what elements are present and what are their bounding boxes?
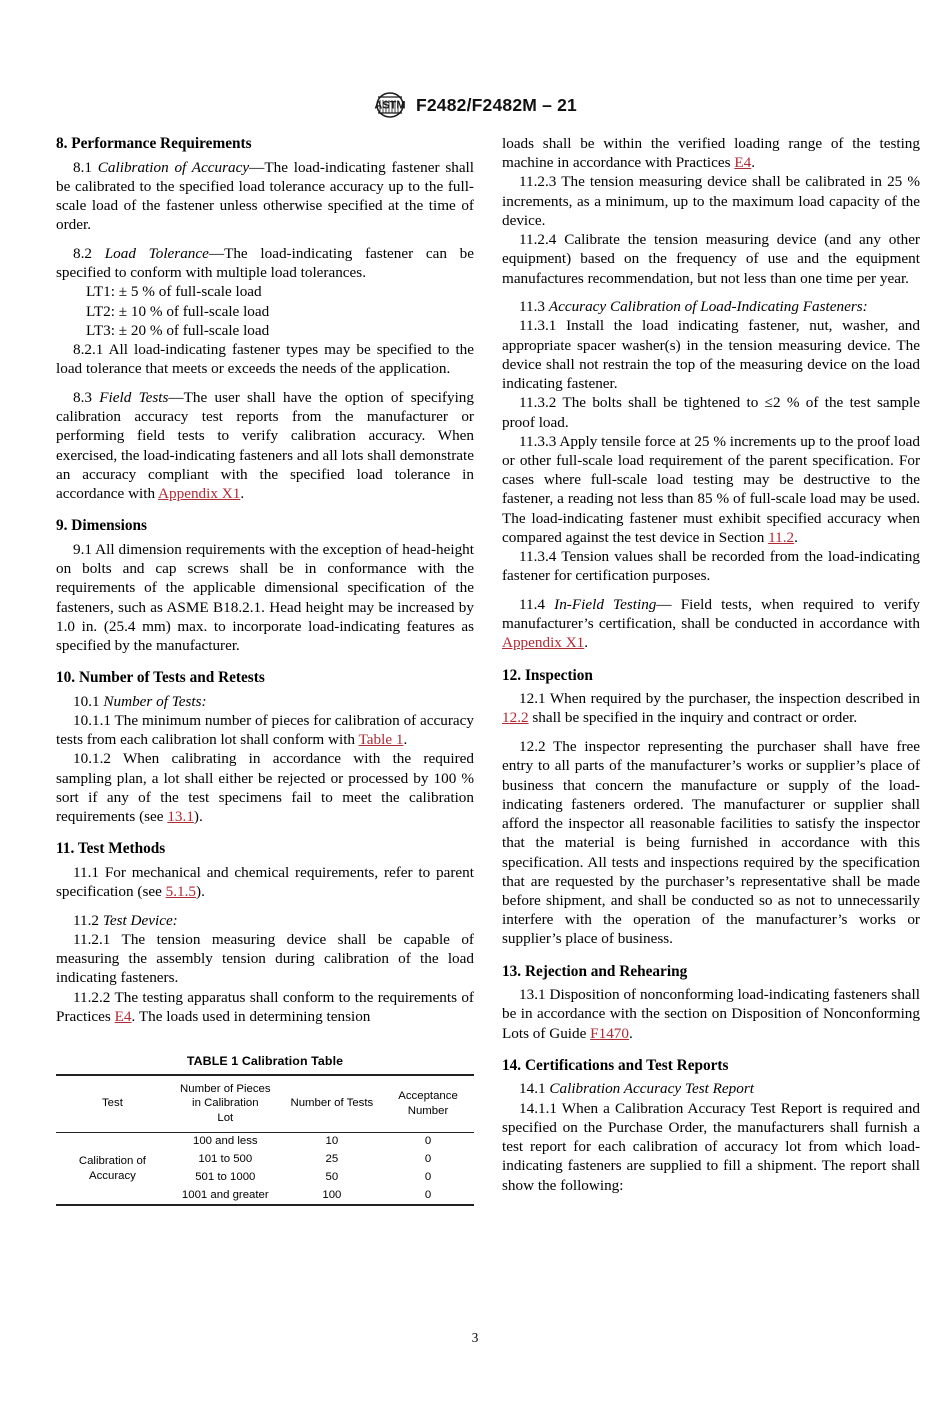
table-1-calibration xyxy=(56,1074,474,1206)
table-cell-acceptance: 0 xyxy=(424,1188,432,1201)
table-cell-acceptance: 0 xyxy=(424,1171,432,1184)
table-cell-pieces: 501 to 1000 xyxy=(195,1171,256,1184)
paragraph-11-2-2-cont-text-b: . xyxy=(751,154,756,172)
column-header-pieces-line3: Lot xyxy=(217,1111,234,1124)
paragraph-12-1-text-b: shall be specified in the inquiry and contract or order. xyxy=(528,709,858,727)
load-tolerance-lt2: LT2: ± 10 % of full-scale load xyxy=(86,302,270,320)
link-practices-e4[interactable]: E4 xyxy=(734,154,752,172)
link-section-13-1[interactable]: 13.1 xyxy=(167,808,194,826)
paragraph-10-1-number: 10.1 xyxy=(73,692,100,710)
paragraph-10-1-2-text-b: ). xyxy=(193,808,203,826)
paragraph-12-1 xyxy=(502,689,920,727)
table-row xyxy=(56,1132,474,1150)
paragraph-13-1-text-b: . xyxy=(629,1024,633,1042)
link-practices-e4[interactable]: E4 xyxy=(114,1007,132,1025)
right-column xyxy=(502,134,920,1195)
paragraph-11-3-2: 11.3.2 The bolts shall be tightened to ≤2 % of the test sample proof load. xyxy=(502,394,920,431)
svg-text:ASTM: ASTM xyxy=(374,99,406,112)
link-appendix-x1[interactable]: Appendix X1 xyxy=(502,634,585,652)
table-cell-pieces: 101 to 500 xyxy=(198,1153,253,1166)
paragraph-12-1-text-a: 12.1 When required by the purchaser, the inspection described in xyxy=(519,690,920,708)
column-header-test: Test xyxy=(101,1097,123,1110)
paragraph-11-2-title: Test Device: xyxy=(102,911,178,929)
paragraph-14-1 xyxy=(502,1079,920,1098)
paragraph-10-1-title: Number of Tests: xyxy=(103,692,207,710)
paragraph-9-1: 9.1 All dimension requirements with the exception of head-height on bolts and cap screws shall be in conformance with the requirements of the applicable dimensional specification of the fasteners, such as ASME B18.2.1. Head height may be increased by 1.0 in. (25.4 mm) max. to incorporate load-indicating features as specified by the manufacturer. xyxy=(56,540,474,654)
page-number: 3 xyxy=(471,1330,479,1345)
table-cell-pieces: 100 and less xyxy=(192,1135,258,1148)
paragraph-11-2-2-cont-text-a: loads shall be within the verified loading range of the testing machine in accordance with Practices xyxy=(502,135,920,172)
heading-section-13: 13. Rejection and Rehearing xyxy=(502,962,688,980)
paragraph-13-1-text-a: 13.1 Disposition of nonconforming load-indicating fasteners shall be in accordance with the section on Disposition of Nonconforming Lots of Guide xyxy=(502,986,920,1042)
paragraph-11-3-3 xyxy=(502,432,920,547)
heading-section-11: 11. Test Methods xyxy=(56,840,166,858)
heading-section-8: 8. Performance Requirements xyxy=(56,135,252,152)
paragraph-11-3 xyxy=(502,297,920,316)
test-label-line1: Calibration of xyxy=(78,1154,146,1167)
paragraph-11-1 xyxy=(56,863,474,901)
paragraph-11-2-2 xyxy=(56,988,474,1026)
paragraph-8-2-1: 8.2.1 All load-indicating fastener types may be specified to the load tolerance that meets or exceeds the needs of the application. xyxy=(56,341,474,378)
paragraph-11-4-text-a: — Field tests, when required to verify manufacturer’s certification, shall be conducted in accordance with xyxy=(502,596,920,633)
paragraph-11-2-1: 11.2.1 The tension measuring device shall be capable of measuring the assembly tension during calibration of the load indicating fasteners. xyxy=(56,931,474,987)
paragraph-11-3-number: 11.3 xyxy=(519,298,546,316)
paragraph-11-4-text-b: . xyxy=(584,634,589,652)
paragraph-8-2-number: 8.2 xyxy=(73,244,92,262)
paragraph-8-1-number: 8.1 xyxy=(73,158,92,176)
paragraph-11-2-4: 11.2.4 Calibrate the tension measuring device (and any other equipment) based on the frequency of use and the equipment manufactures recommendation, but not less than one time per year. xyxy=(502,231,920,287)
paragraph-8-1-text: —The load-indicating fastener shall be calibrated to the specified load tolerance accuracy up to the full-scale load of the fastener unless otherwise specified at the time of order. xyxy=(56,158,475,234)
paragraph-10-1 xyxy=(56,692,474,711)
table-cell-pieces: 1001 and greater xyxy=(181,1188,269,1201)
paragraph-8-1-title: Calibration of Accuracy xyxy=(97,158,250,176)
paragraph-11-4-title: In-Field Testing xyxy=(554,596,657,614)
heading-section-9: 9. Dimensions xyxy=(56,517,147,535)
standard-designation: F2482/F2482M – 21 xyxy=(415,94,577,115)
paragraph-11-3-1: 11.3.1 Install the load indicating fastener, nut, washer, and appropriate spacer washer(s) in the tension measuring device. The device shall not restrain the top of the measuring device on the load indicating fastener. xyxy=(502,317,920,393)
paragraph-11-2-2-continued xyxy=(502,134,920,172)
paragraph-10-1-1 xyxy=(56,711,474,749)
paragraph-10-1-2 xyxy=(56,749,474,826)
table-cell-test-label xyxy=(56,1132,169,1205)
table-cell-acceptance: 0 xyxy=(424,1153,432,1166)
table-cell-acceptance: 0 xyxy=(424,1135,432,1148)
heading-section-14: 14. Certifications and Test Reports xyxy=(502,1056,729,1074)
paragraph-11-2-2-text-a: 11.2.2 The testing apparatus shall conform to the requirements of Practices xyxy=(56,988,474,1025)
column-header-pieces-line1: Number of Pieces xyxy=(180,1083,271,1096)
heading-section-12: 12. Inspection xyxy=(502,666,593,684)
paragraph-14-1-1: 14.1.1 When a Calibration Accuracy Test Report is required and specified on the Purchase Order, the manufacturers shall furnish a test report for each calibration of accuracy lot from which load-indicating fasteners are supplied to fill a shipment. The report shall show the following: xyxy=(502,1099,920,1194)
table-cell-tests: 50 xyxy=(325,1171,339,1184)
table-cell-tests: 10 xyxy=(325,1135,339,1148)
paragraph-11-4 xyxy=(502,595,920,653)
paragraph-11-3-3-text-b: . xyxy=(794,528,798,546)
page-footer xyxy=(0,1330,950,1346)
paragraph-8-1 xyxy=(56,158,474,235)
link-section-5-1-5[interactable]: 5.1.5 xyxy=(165,883,197,901)
table-1-block xyxy=(56,1054,474,1206)
paragraph-14-1-title: Calibration Accuracy Test Report xyxy=(549,1080,754,1098)
load-tolerance-lt3: LT3: ± 20 % of full-scale load xyxy=(86,321,270,339)
paragraph-8-3-title: Field Tests xyxy=(99,388,169,406)
link-section-12-2[interactable]: 12.2 xyxy=(502,709,529,727)
paragraph-8-2-title: Load Tolerance xyxy=(104,244,209,262)
page-header xyxy=(0,82,950,128)
load-tolerance-lt1: LT1: ± 5 % of full-scale load xyxy=(86,283,262,301)
paragraph-8-3 xyxy=(56,388,474,503)
link-appendix-x1[interactable]: Appendix X1 xyxy=(158,485,241,503)
paragraph-10-1-1-text-b: . xyxy=(403,731,408,749)
astm-logo xyxy=(373,90,407,120)
table-cell-tests: 100 xyxy=(322,1188,342,1201)
paragraph-11-3-title: Accuracy Calibration of Load-Indicating Fasteners: xyxy=(548,298,868,316)
table-1-caption: TABLE 1 Calibration Table xyxy=(186,1054,344,1069)
paragraph-8-3-number: 8.3 xyxy=(73,388,92,406)
table-1-header xyxy=(56,1075,474,1132)
paragraph-13-1 xyxy=(502,985,920,1043)
paragraph-11-4-number: 11.4 xyxy=(519,596,546,614)
paragraph-11-2-3: 11.2.3 The tension measuring device shall be calibrated in 25 % increments, as a minimum, up to the maximum load capacity of the device. xyxy=(502,173,920,229)
table-header-row xyxy=(56,1075,474,1132)
paragraph-14-1-number: 14.1 xyxy=(519,1080,546,1098)
paragraph-11-3-4: 11.3.4 Tension values shall be recorded from the load-indicating fastener for certification purposes. xyxy=(502,548,920,585)
column-header-acceptance-line1: Acceptance xyxy=(398,1090,458,1103)
paragraph-8-2-text: —The load-indicating fastener can be specified to conform with multiple load tolerances. xyxy=(56,244,475,282)
table-1-body xyxy=(56,1132,474,1205)
link-section-11-2[interactable]: 11.2 xyxy=(768,528,795,546)
paragraph-8-2 xyxy=(56,244,474,282)
paragraph-11-2-2-text-b: . The loads used in determining tension xyxy=(131,1007,371,1025)
paragraph-12-2: 12.2 The inspector representing the purchaser shall have free entry to all parts of the manufacturer’s works or supplier’s place of business that concern the manufacture or supply of the load-indicating fasteners ordered. The manufacturer or supplier shall afford the inspector all reasonable facilities to satisfy the inspector that the material is being furnished in accordance with this specification. All tests and inspections required by the specification that are requested by the purchaser’s representative shall be made before shipment, and shall be conducted so as not to unnecessarily interfere with the operation of the manufacturer’s works or supplier’s place of business. xyxy=(502,738,920,948)
paragraph-8-3-text-b: . xyxy=(240,485,245,503)
column-header-pieces xyxy=(169,1075,282,1132)
link-guide-f1470[interactable]: F1470 xyxy=(590,1024,629,1042)
column-header-acceptance-number xyxy=(382,1075,474,1132)
column-header-number-of-tests: Number of Tests xyxy=(290,1097,374,1110)
link-table-1[interactable]: Table 1 xyxy=(358,731,404,749)
column-header-pieces-line2: in Calibration xyxy=(192,1097,259,1110)
paragraph-10-1-2-text-a: 10.1.2 When calibrating in accordance with the required sampling plan, a lot shall either be rejected or processed by 100 % sort if any of the test specimens fail to meet the calibration requirements (see xyxy=(56,750,474,826)
column-header-acceptance-line2: Number xyxy=(407,1104,449,1117)
paragraph-11-2 xyxy=(56,911,474,930)
two-column-body xyxy=(0,134,950,1206)
paragraph-11-1-text-b: ). xyxy=(196,883,205,901)
paragraph-10-1-1-text-a: 10.1.1 The minimum number of pieces for calibration of accuracy tests from each calibration lot shall conform with xyxy=(56,711,474,749)
table-cell-tests: 25 xyxy=(325,1153,339,1166)
heading-section-10: 10. Number of Tests and Retests xyxy=(56,669,265,687)
test-label-line2: Accuracy xyxy=(89,1169,136,1182)
paragraph-11-3-3-text-a: 11.3.3 Apply tensile force at 25 % increments up to the proof load or other full-scale load requirement of the parent specification. For cases where full-scale load testing may be destructive to the fastener, a reading not less than 85 % of full-scale load may be used. The load-indicating fastener must exhibit specified accuracy when compared against the test device in Section xyxy=(502,432,920,546)
paragraph-8-3-text-a: —The user shall have the option of specifying calibration accuracy test reports from the manufacturer or performing field tests to verify calibration accuracy. When exercised, the load-indicating fasteners and all lots shall demonstrate an accuracy compliant with the specified load tolerance in accordance with xyxy=(56,388,474,503)
paragraph-11-1-text-a: 11.1 For mechanical and chemical requirements, refer to parent specification (see xyxy=(56,863,474,901)
paragraph-11-2-number: 11.2 xyxy=(73,911,100,929)
left-column xyxy=(56,134,474,1206)
